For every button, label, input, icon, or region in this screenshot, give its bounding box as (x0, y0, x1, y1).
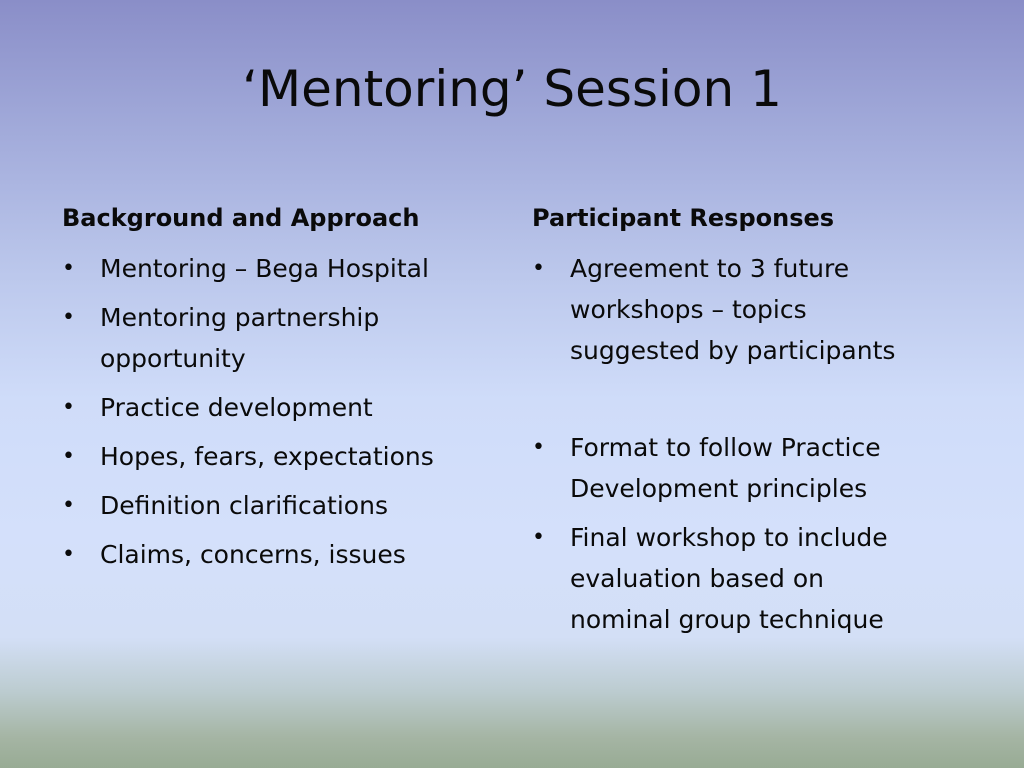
list-item (62, 297, 502, 379)
bullet-text: Practice development (100, 393, 373, 422)
list-item (62, 485, 502, 526)
bullet-text: Mentoring partnership opportunity (100, 303, 380, 373)
bullet-icon: • (62, 444, 75, 469)
bullet-text: Agreement to 3 future workshops – topics suggested by participants (570, 254, 896, 365)
slide-title: ‘Mentoring’ Session 1 (242, 60, 782, 118)
bullet-text: Claims, concerns, issues (100, 540, 406, 569)
list-item (532, 248, 972, 371)
list-item (62, 534, 502, 575)
list-item (62, 436, 502, 477)
bullet-icon: • (62, 305, 75, 330)
bullet-icon: • (532, 525, 545, 550)
bullet-icon: • (62, 493, 75, 518)
bullet-text: Definition clarifications (100, 491, 388, 520)
bullet-text: Format to follow Practice Development principles (570, 433, 881, 503)
bullet-icon: • (532, 256, 545, 281)
list-item (532, 427, 972, 509)
bullet-icon: • (62, 542, 75, 567)
bullet-icon: • (532, 435, 545, 460)
bullet-text: Hopes, fears, expectations (100, 442, 434, 471)
left-column (62, 201, 502, 583)
right-bullet-list (532, 248, 972, 640)
list-item (62, 248, 502, 289)
bullet-icon: • (62, 395, 75, 420)
left-column-heading: Background and Approach (62, 204, 420, 232)
list-item (62, 387, 502, 428)
list-item (532, 517, 972, 640)
bullet-text: Final workshop to include evaluation based on nominal group technique (570, 523, 888, 634)
left-bullet-list (62, 248, 502, 575)
right-column (532, 201, 972, 648)
bullet-text: Mentoring – Bega Hospital (100, 254, 429, 283)
bullet-icon: • (62, 256, 75, 281)
right-column-heading: Participant Responses (532, 204, 835, 232)
